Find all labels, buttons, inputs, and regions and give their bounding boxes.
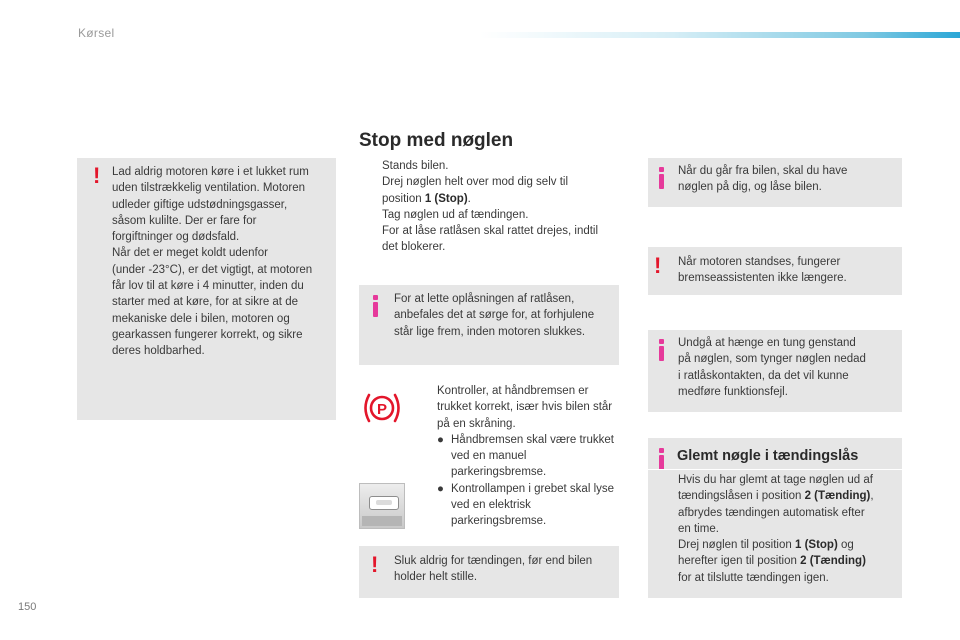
list-item: Tag nøglen ud af tændingen. [382,208,529,221]
text-line: deres holdbarhed. [112,345,205,358]
text-line: Når du går fra bilen, skal du have [678,165,848,177]
bullet-dot-icon: ● [437,433,444,446]
text-line: en time. [678,522,719,535]
info-box-heavy-object [648,330,902,412]
info-box-leave-car [648,158,902,207]
text-line: nøglen på dig, og låse bilen. [678,181,822,194]
text-line: på nøglen, som tynger nøglen nedad [678,353,866,366]
list-item: ● Håndbremsen skal være trukket ved en manuel parkeringsbremse. [437,433,614,479]
bullet-dot-icon: ● [437,482,444,495]
text-line: For at lette oplåsningen af ratlåsen, [394,293,575,305]
text-line: forgiftninger og dødsfald. [112,231,240,244]
info-icon [373,302,378,317]
list-item: For at låse ratlåsen skal rattet drejes, indtil det blokerer. [382,225,599,254]
text-line: herefter igen til position 2 (Tænding) [678,555,866,568]
warning-icon: ! [371,552,379,577]
text-line: for at tilslutte tændingen igen. [678,571,829,584]
step-list [362,158,620,256]
text-line: medføre funktionsfejl. [678,385,788,398]
text-line: udleder giftige udstødningsgasser, [112,198,288,211]
parking-brake-icon [359,390,405,426]
text-line: står lige frem, inden motoren slukkes. [394,325,586,338]
text-line: Undgå at hænge en tung genstand [678,337,856,349]
warning-icon: ! [654,253,662,278]
list-item: Kontroller, at håndbremsen er trukket korrekt, især hvis bilen står på en skråning. ● Håndbremsen skal være trukket ved en manuel parkeringsbremse. ● Kontrollampen i grebet skal lyse ved en elektrisk parkeringsbremse. [420,383,620,530]
info-icon [659,346,664,361]
info-icon [659,174,664,189]
text-line: tændingslåsen i position 2 (Tænding), [678,490,874,503]
text-line: får lov til at køre i 4 minutter, inden du [112,280,304,293]
warning-icon: ! [93,163,101,188]
text-line: gearkassen fungerer korrekt, og sikre [112,328,303,341]
text-line: i ratlåskontakten, da det vil kunne [678,369,849,382]
text-line: uden tilstrækkelig ventilation. Motoren [112,182,306,195]
divider [648,469,902,470]
handbrake-list [420,383,620,530]
text-line: Drej nøglen til position 1 (Stop) og [678,539,854,552]
handbrake-sub-list [437,432,620,530]
list-item: Stands bilen. [382,160,449,172]
parking-brake-label: P [376,401,388,418]
text-line: mekaniske dele i bilen, motoren og [112,312,290,325]
page-number: 150 [18,601,37,613]
forgotten-key-title: Glemt nøgle i tændingslås [677,448,859,464]
list-item: ● Kontrollampen i grebet skal lyse ved en elektrisk parkeringsbremse. [437,482,615,528]
info-icon [659,455,664,470]
text-line: Når motoren standses, fungerer [678,256,841,268]
page-title: Stop med nøglen [359,130,514,151]
text-line: starter med at køre, for at sikre at de [112,296,298,309]
handbrake-lever-photo [359,483,405,529]
info-box-steering-lock [359,285,619,365]
header-accent-bar [480,32,960,38]
text-line: bremseassistenten ikke længere. [678,272,847,285]
warning-box-brake-assist [648,247,902,295]
section-title: Kørsel [78,26,115,40]
text-line: Lad aldrig motoren køre i et lukket rum [112,166,309,178]
text-line: Når det er meget koldt udenfor [112,247,268,260]
text-line: anbefales det at sørge for, at forhjulene [394,309,595,322]
text-line: afbrydes tændingen automatisk efter [678,506,865,519]
warning-box-ignition [359,546,619,598]
list-item: Drej nøglen helt over mod dig selv til position 1 (Stop). [382,176,568,205]
warning-box-ventilation [77,158,336,420]
text-line: holder helt stille. [394,571,478,584]
text-line: (under -23°C), er det vigtigt, at motoren [112,263,313,276]
text-line: Hvis du har glemt at tage nøglen ud af [678,474,873,486]
text-line: såsom kulilte. Der er fare for [112,214,257,227]
text-line: Sluk aldrig for tændingen, før end bilen [394,555,593,567]
